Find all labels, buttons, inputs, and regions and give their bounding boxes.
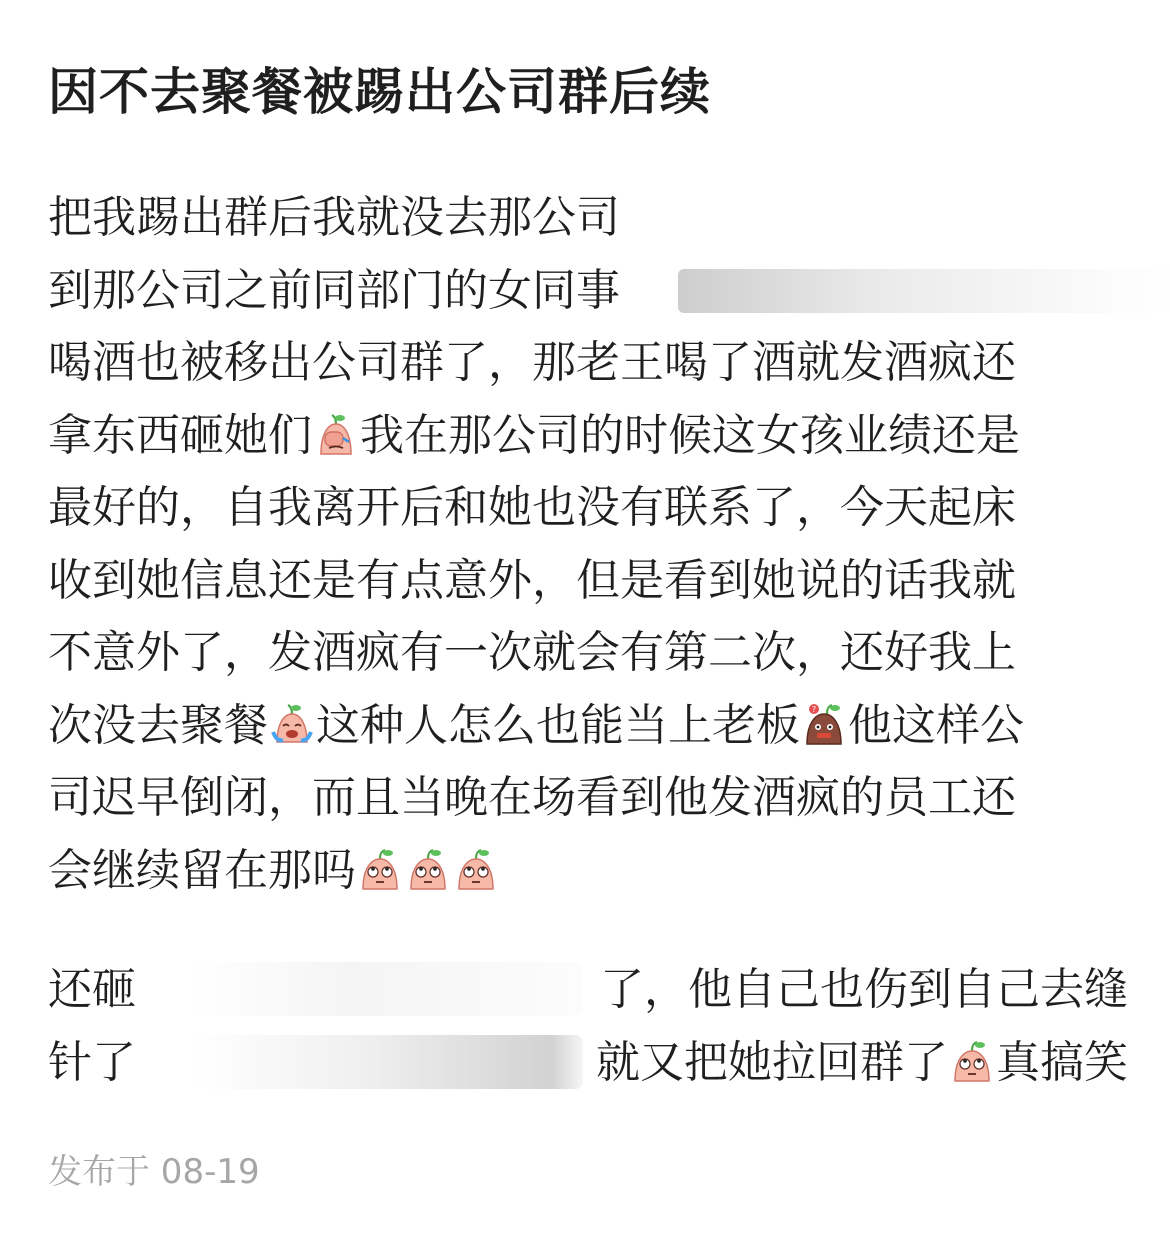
body-line-text: 针了: [48, 1036, 136, 1088]
body-line-text: 我在那公司的时候这女孩业绩还是: [360, 409, 1020, 461]
facepalm-sprout-icon: [313, 412, 359, 458]
body-line: [48, 835, 1128, 908]
post-body-paragraph-2: [48, 954, 1128, 1099]
body-line-text: 了，他自己也伤到自己去缝: [600, 964, 1128, 1015]
body-line-text: 就又把她拉回群了: [596, 1036, 948, 1088]
eyeroll-sprout-icon: [453, 847, 499, 893]
redacted-blur: [193, 1035, 583, 1089]
body-line-text: 司迟早倒闭，而且当晚在场看到他发酒疯的员工还: [48, 772, 1016, 823]
body-line-text: 这种人怎么也能当上老板: [316, 699, 800, 751]
body-line: [48, 182, 1128, 255]
body-line-text: 不意外了，发酒疯有一次就会有第二次，还好我上: [48, 627, 1016, 678]
body-line: [48, 400, 1128, 473]
redacted-blur: [193, 962, 583, 1016]
redacted-blur: [678, 269, 1170, 313]
body-line-text: 还砸: [48, 964, 136, 1015]
body-line: [48, 327, 1128, 400]
eyeroll-sprout-icon: [949, 1039, 995, 1085]
body-line: [48, 545, 1128, 618]
post-body-paragraph-1: [48, 182, 1128, 907]
eyeroll-sprout-icon: [357, 847, 403, 893]
body-line: [48, 472, 1128, 545]
body-line: [48, 617, 1128, 690]
publish-date: 发布于 08-19: [48, 1152, 260, 1192]
body-line-text: 真搞笑: [996, 1036, 1128, 1088]
eyeroll-sprout-icon: [405, 847, 451, 893]
body-line-text: 喝酒也被移出公司群了，那老王喝了酒就发酒疯还: [48, 337, 1016, 388]
body-line-right: [596, 1027, 1128, 1100]
body-line-text: 会继续留在那吗: [48, 844, 356, 896]
crying-sprout-icon: [269, 702, 315, 748]
body-line: [48, 1027, 1128, 1100]
body-line: [48, 954, 1128, 1027]
body-line: [48, 762, 1128, 835]
body-line: [48, 255, 1128, 328]
svg-text:?: ?: [811, 704, 817, 714]
body-line-text: 拿东西砸她们: [48, 409, 312, 461]
body-line-text: 次没去聚餐: [48, 699, 268, 751]
post-title: 因不去聚餐被踢出公司群后续: [48, 63, 711, 121]
body-line-text: 到那公司之前同部门的女同事: [48, 264, 620, 316]
body-line-text: 把我踢出群后我就没去那公司: [48, 192, 620, 243]
body-line-text: 收到她信息还是有点意外，但是看到她说的话我就: [48, 554, 1016, 606]
body-line-text: 他这样公: [848, 699, 1024, 751]
body-line: [48, 690, 1128, 763]
confused-sprout-icon: [801, 702, 847, 748]
body-line-text: 最好的，自我离开后和她也没有联系了，今天起床: [48, 482, 1016, 533]
